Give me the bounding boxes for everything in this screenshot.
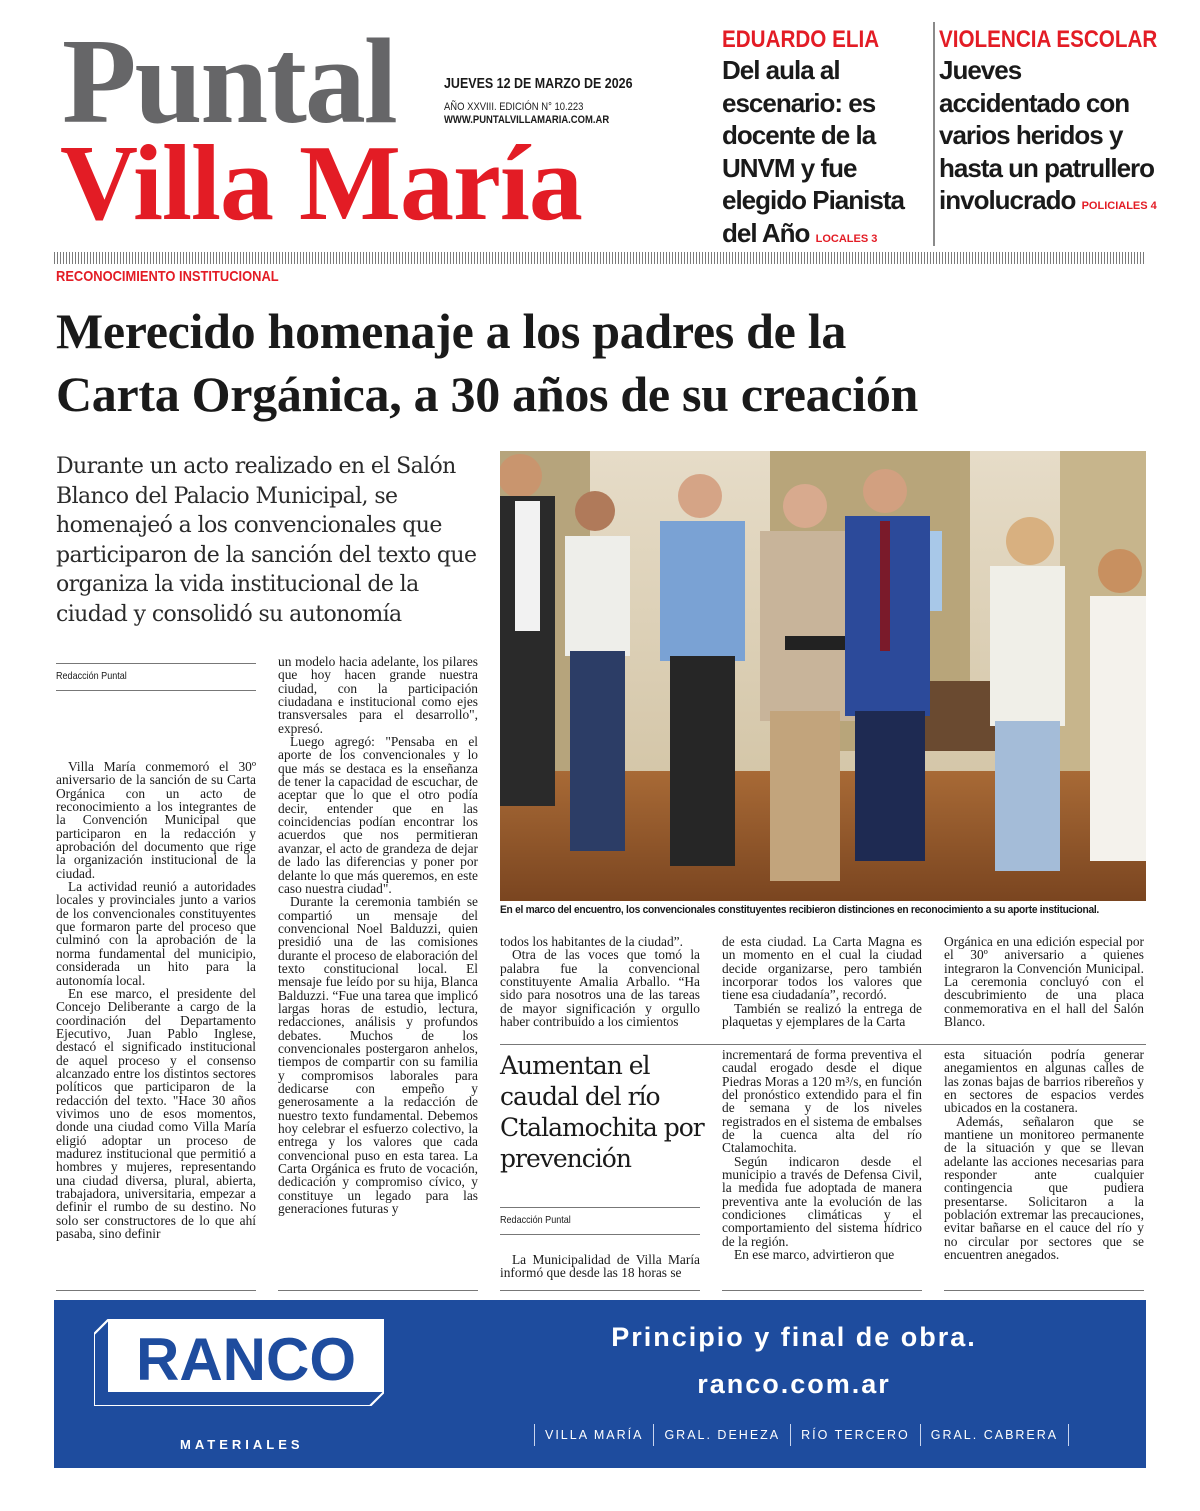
teaser-title (722, 54, 927, 255)
paragraph: esta situación podría generar anegamientos en algunas calles de las zonas bajas de barrios ribereños y en sectores de espacios verdes ubicados en la costanera. (944, 1047, 1144, 1116)
ad-branch: GRAL. CABRERA (920, 1424, 1069, 1446)
ranco-subtitle: MATERIALES (180, 1437, 304, 1452)
ranco-logo (94, 1314, 384, 1406)
story-column-1 (56, 760, 256, 1291)
ad-tagline: Principio y final de obra. (611, 1322, 977, 1352)
story-column-3 (500, 935, 700, 1028)
paragraph: incrementará de forma preventiva el caudal erogado desde el dique Piedras Moras a 120 m³/s, en función del pronóstico extendido para el fin de semana y de los niveles registrados en el sistema de embalses de la cuenca alta del río Ctalamochita. (722, 1047, 923, 1156)
story-column-5 (944, 935, 1144, 1028)
story-column-2 (278, 655, 478, 1291)
masthead-logo-villa-maria: Villa María (60, 124, 582, 243)
paragraph: Además, señalaron que se mantiene un monitoreo permanente de la situación y que se llevan adelante las acciones necesarias para responder ante cualquier contingencia que pudiera presentarse. Solicitaron a la población extremar las precauciones, evitar bañarse en el cauce del río y no circular por sectores que se encuentren anegados. (944, 1113, 1144, 1263)
second-story-column-2 (722, 1048, 922, 1291)
teaser-eduardo-elia[interactable] (722, 26, 927, 255)
teaser-kicker: VIOLENCIA ESCOLAR (939, 26, 1158, 53)
story-headline[interactable] (56, 300, 1156, 426)
masthead-hatch-divider (54, 252, 1146, 264)
ad-branch: RÍO TERCERO (790, 1424, 920, 1446)
teaser-section: POLICIALES 4 (1081, 200, 1157, 212)
second-story-headline[interactable]: Aumentan el caudal del río Ctalamochita por prevención (500, 1051, 704, 1173)
paragraph: En ese marco, advirtieron que (734, 1247, 895, 1263)
ad-branch: GRAL. DEHEZA (653, 1424, 790, 1446)
paragraph: Luego agregó: "Pensaba en el aporte de los convencionales y lo que más se destaca es la enseñanza de tener la capacidad de escuchar, de aceptar que lo que el otro podía decir, entender que en las coincidencias podían encontrar los acuerdos que nos permitieran avanzar, el acto de grandeza de dejar de lado las diferencias y poner por delante lo que más queremos, en este caso nuestra ciudad". (278, 734, 478, 896)
paragraph: Según indicaron desde el municipio a través de Defensa Civil, la medida fue adoptada de manera preventiva ante la evolución de las condiciones climáticas y el comportamiento del sistema hídrico de la región. (722, 1153, 922, 1249)
masthead-logo-puntal: Puntal (62, 14, 396, 149)
second-story-column-3 (944, 1048, 1144, 1291)
teaser-kicker: EDUARDO ELIA (722, 26, 880, 53)
headline-line-1: Merecido homenaje a los padres de la (56, 303, 847, 359)
story-photo (500, 451, 1146, 901)
second-story-byline (500, 1207, 700, 1235)
paragraph: En ese marco, el presidente del Concejo Deliberante a cargo de la coordinación del Departamento Ejecutivo, Juan Pablo Inglese, destacó el significado institucional de aquel proceso y el consenso alcanzado entre los distintos sectores políticos que participaron de la redacción del texto. "Hace 30 años vivimos uno de esos momentos, donde una ciudad como Villa María eligió adoptar un proceso de madurez institucional que permitió a hombres y mujeres, representando una ciudad diversa, plural, abierta, trabajadora, universitaria, empezar a definir el rumbo de su destino. No solo ser constructores de lo que ahí pasaba, sino definir (56, 985, 256, 1242)
paragraph: de esta ciudad. La Carta Magna es un momento en el cual la ciudad decide organizarse, pero también incorporar todos los valores que tiene esa ciudadanía”, recordó. (722, 934, 922, 1003)
ranco-logo-text: RANCO (136, 1326, 356, 1393)
teaser-title (939, 54, 1159, 223)
website-link[interactable]: WWW.PUNTALVILLAMARIA.COM.AR (444, 114, 610, 126)
byline-text: Redacción Puntal (500, 1214, 571, 1226)
issue-date: JUEVES 12 DE MARZO DE 2026 (444, 76, 633, 92)
column-divider (933, 22, 935, 246)
second-story-column-1 (500, 1253, 700, 1291)
teaser-title-text: Jueves accidentado con varios heridos y hasta un patrullero involucrado (939, 55, 1155, 215)
story-divider (500, 1044, 1146, 1045)
ad-branch-list (534, 1424, 1069, 1446)
paragraph: Villa María conmemoró el 30º aniversario de la sanción de su Carta Orgánica con un acto de reconocimiento a los integrantes de la Convención Municipal que participaron en la redacción y aprobación del documento que rige la organización institucional de la ciudad. (56, 759, 256, 881)
paragraph: un modelo hacia adelante, los pilares que hoy hacen grande nuestra ciudad, con la participación ciudadana e institucional como ejes transversales para el desarrollo", expresó. (278, 654, 478, 736)
ad-url-link[interactable]: ranco.com.ar (697, 1369, 891, 1399)
story-lead: Durante un acto realizado en el Salón Blanco del Palacio Municipal, se homenajeó a los convencionales que participaron de la sanción del texto que organiza la vida institucional de la ciudad y consolidó su autonomía (56, 454, 477, 627)
teaser-title-text: Del aula al escenario: es docente de la UNVM y fue elegido Pianista del Año (722, 55, 904, 248)
ranco-advertisement[interactable] (54, 1300, 1146, 1468)
story-byline (56, 663, 256, 691)
paragraph: La actividad reunió a autoridades locales y provinciales junto a varios de los convencionales constituyentes que formaron parte del proceso que culminó con la aprobación de la norma fundamental del municipio, considerada un hito para la autonomía local. (56, 879, 256, 988)
photo-caption: En el marco del encuentro, los convencionales constituyentes recibieron distinciones en reconocimiento a su aporte institucional. (500, 904, 1100, 916)
byline-text: Redacción Puntal (56, 670, 127, 682)
paragraph: Otra de las voces que tomó la palabra fue la convencional constituyente Amalia Arballo. “Ha sido para nosotros una de las tareas de mayor significación y orgullo haber contribuido a los cimientos (500, 947, 700, 1030)
ad-branch: VILLA MARÍA (534, 1424, 653, 1446)
teaser-violencia-escolar[interactable] (939, 26, 1159, 223)
story-kicker: RECONOCIMIENTO INSTITUCIONAL (56, 268, 279, 285)
paragraph: Orgánica en una edición especial por el 30º aniversario a quienes integraron la Convención Municipal. La ceremonia concluyó con el descubrimiento de una placa conmemorativa en el hall del Salón Blanco. (944, 934, 1144, 1030)
paragraph: La Municipalidad de Villa María informó que desde las 18 horas se (500, 1252, 700, 1281)
issue-edition: AÑO XXVIII. EDICIÓN N° 10.223 (444, 101, 584, 113)
teaser-section: LOCALES 3 (815, 232, 878, 245)
paragraph: Durante la ceremonia también se compartió un mensaje del convencional Noel Balduzzi, quien presidió una de las comisiones durante el proceso de elaboración del texto constitucional local. El mensaje fue leído por su hija, Blanca Balduzzi. “Fue una tarea que implicó largas horas de estudio, lectura, redacciones, análisis y profundos debates. Muchos de los convencionales postergaron anhelos, tiempos de compartir con su familia y compromisos laborales para dedicarse con empeño y generosamente a la redacción de nuestro texto fundamental. Debemos hoy celebrar el esfuerzo colectivo, la entrega y los valores que cada convencional puso en esta tarea. La Carta Orgánica es fruto de vocación, dedicación y compromiso cívico, y constituye un legado para las generaciones futuras y (278, 894, 478, 1217)
paragraph: También se realizó la entrega de plaquetas y ejemplares de la Carta (722, 1000, 922, 1030)
headline-line-2: Carta Orgánica, a 30 años de su creación (56, 366, 919, 422)
photo-group-image (500, 451, 1146, 901)
story-column-4 (722, 935, 922, 1028)
paragraph: todos los habitantes de la ciudad”. (500, 934, 683, 949)
